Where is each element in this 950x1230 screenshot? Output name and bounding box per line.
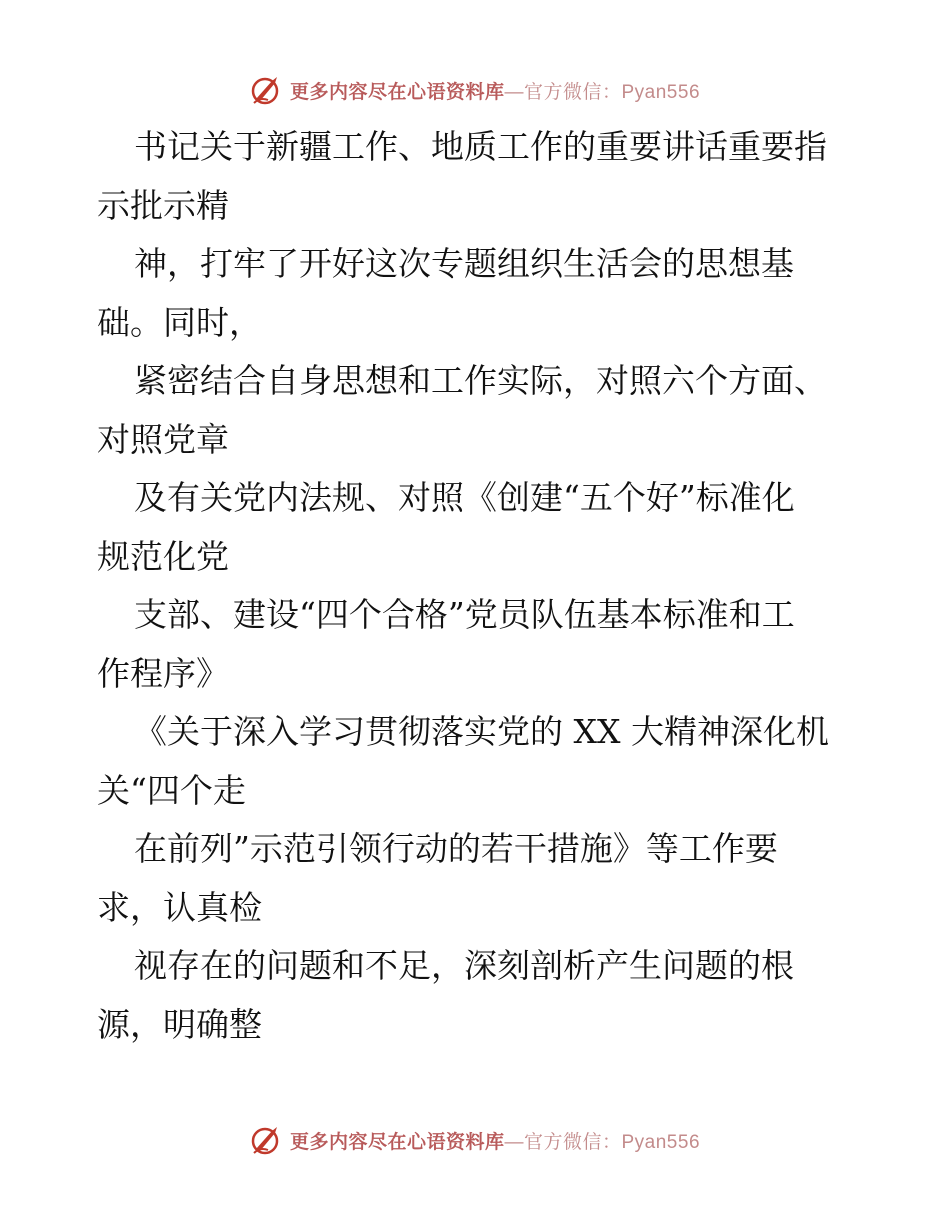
text-line: 作程序》 [97, 653, 229, 693]
text-line: 示批示精 [97, 185, 229, 225]
text-line: 支部、建设“四个合格”党员队伍基本标准和工 [134, 595, 795, 634]
text-line: 书记关于新疆工作、地质工作的重要讲话重要指 [134, 127, 827, 166]
text-line: 关“四个走 [97, 770, 246, 810]
text-line: 《关于深入学习贯彻落实党的 XX 大精神深化机 [134, 712, 829, 751]
banner-main-text: 更多内容尽在心语资料库 [289, 1130, 505, 1153]
banner-sub-text: —官方微信：Pyan556 [504, 81, 701, 103]
pen-logo-icon [250, 1123, 284, 1157]
text-line: 求，认真检 [97, 887, 262, 927]
document-body [97, 118, 867, 1054]
banner-main-text: 更多内容尽在心语资料库 [289, 80, 505, 103]
header-banner [0, 70, 950, 110]
text-line: 规范化党 [97, 536, 229, 576]
text-line: 视存在的问题和不足，深刻剖析产生问题的根 [134, 946, 794, 985]
text-line: 及有关党内法规、对照《创建“五个好”标准化 [134, 478, 795, 517]
text-line: 在前列”示范引领行动的若干措施》等工作要 [134, 829, 778, 868]
text-line: 神，打牢了开好这次专题组织生活会的思想基 [134, 244, 794, 283]
pen-logo-icon [250, 73, 284, 107]
footer-banner [0, 1120, 950, 1160]
text-line: 源，明确整 [97, 1004, 262, 1044]
text-line: 对照党章 [97, 419, 229, 459]
text-line: 紧密结合自身思想和工作实际，对照六个方面、 [134, 361, 827, 400]
text-line: 础。同时， [97, 302, 262, 342]
banner-sub-text: —官方微信：Pyan556 [504, 1131, 701, 1153]
